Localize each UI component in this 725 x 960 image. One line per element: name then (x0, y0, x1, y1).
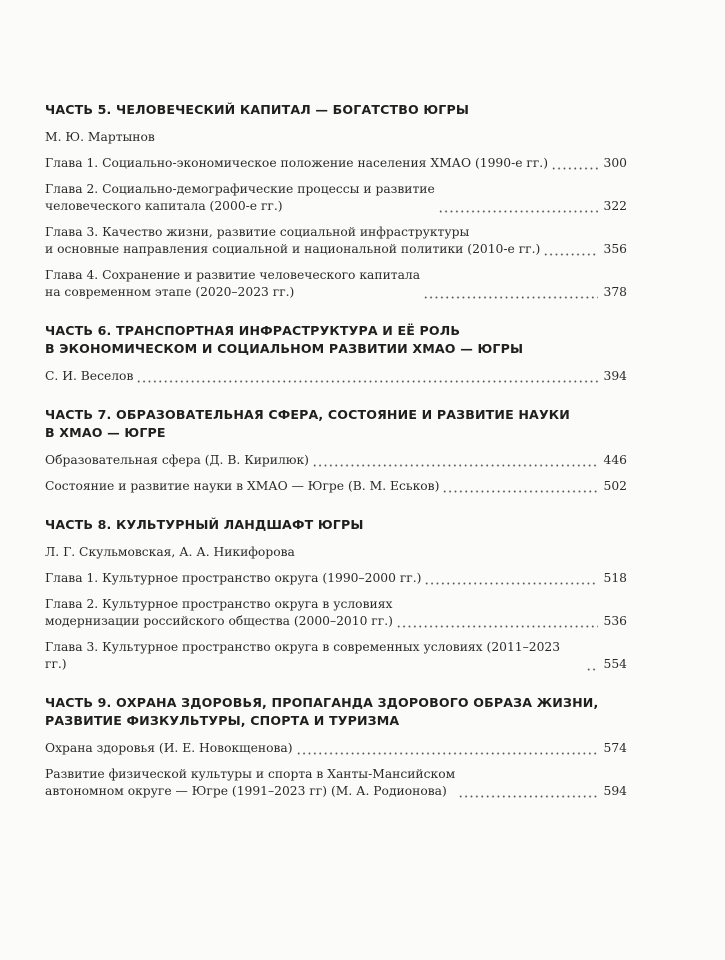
toc-entry-line: С. И. Веселов (45, 369, 134, 383)
toc-entry[interactable] (45, 267, 627, 301)
page-number: 446 (603, 453, 627, 467)
dot-leader (442, 478, 598, 495)
toc-entry-line: Глава 3. Качество жизни, развитие социальной инфраструктуры (45, 225, 470, 239)
part-title (45, 322, 627, 358)
toc-entry-title (45, 224, 540, 258)
part-title-line: ЧАСТЬ 9. ОХРАНА ЗДОРОВЬЯ, ПРОПАГАНДА ЗДОРОВОГО ОБРАЗА ЖИЗНИ, (45, 695, 599, 710)
dot-leader (586, 656, 598, 673)
toc-entry-line: на современном этапе (2020–2023 гг.) (45, 285, 295, 299)
toc-entry-title (45, 740, 293, 757)
dot-leader (312, 452, 598, 469)
dot-leader (438, 198, 598, 215)
toc-entry[interactable] (45, 368, 627, 385)
part-title-line: РАЗВИТИЕ ФИЗКУЛЬТУРЫ, СПОРТА И ТУРИЗМА (45, 713, 400, 728)
toc-entry[interactable] (45, 570, 627, 587)
page-number: 574 (603, 741, 627, 755)
toc-entry[interactable] (45, 478, 627, 495)
toc-entry-title (45, 570, 421, 587)
toc-entry-title (45, 368, 133, 385)
toc-entry-line: Образовательная сфера (Д. В. Кирилюк) (45, 453, 309, 467)
toc-entry-line: Глава 3. Культурное пространство округа в современных условиях (2011–2023 гг.) (45, 640, 561, 671)
toc-section (45, 516, 627, 673)
toc-entry-line: Глава 2. Культурное пространство округа в условиях (45, 597, 393, 611)
toc-entry[interactable] (45, 155, 627, 172)
part-title-line: ЧАСТЬ 7. ОБРАЗОВАТЕЛЬНАЯ СФЕРА, СОСТОЯНИЕ И РАЗВИТИЕ НАУКИ (45, 407, 570, 422)
dot-leader (423, 284, 598, 301)
toc-entry-title (45, 639, 583, 673)
page-number: 322 (603, 199, 627, 213)
toc-entry[interactable] (45, 766, 627, 800)
toc-section (45, 694, 627, 800)
toc-entry-line: модернизации российского общества (2000–2010 гг.) (45, 614, 393, 628)
page-number: 378 (603, 285, 627, 299)
toc-entry-line: Охрана здоровья (И. Е. Новокщенова) (45, 741, 293, 755)
toc-entry-line: автономном округе — Югре (1991–2023 гг) (М. А. Родионова) (45, 784, 447, 798)
page-number: 554 (603, 657, 627, 671)
toc-entry-line: человеческого капитала (2000-е гг.) (45, 199, 283, 213)
page-number: 518 (603, 571, 627, 585)
part-title-line: ЧАСТЬ 6. ТРАНСПОРТНАЯ ИНФРАСТРУКТУРА И ЕЁ РОЛЬ (45, 323, 461, 338)
page-number: 356 (603, 242, 627, 256)
toc-entry-line: Глава 4. Сохранение и развитие человеческого капитала (45, 268, 421, 282)
toc-entry[interactable] (45, 639, 627, 673)
page-number: 394 (603, 369, 627, 383)
toc-entry[interactable] (45, 181, 627, 215)
toc-section (45, 322, 627, 385)
toc-entry[interactable] (45, 596, 627, 630)
toc-entry[interactable] (45, 224, 627, 258)
toc-entry-title (45, 478, 439, 495)
toc-entry-line: Глава 2. Социально-демографические процессы и развитие (45, 182, 435, 196)
toc-entry-title (45, 766, 455, 800)
part-title (45, 516, 627, 534)
page-number: 502 (603, 479, 627, 493)
section-author: Л. Г. Скульмовская, А. А. Никифорова (45, 545, 295, 559)
toc-entry-line: и основные направления социальной и национальной политики (2010-е гг.) (45, 242, 541, 256)
dot-leader (543, 241, 598, 258)
page-number: 594 (603, 784, 627, 798)
section-author: М. Ю. Мартынов (45, 130, 155, 144)
part-title-line: ЧАСТЬ 5. ЧЕЛОВЕЧЕСКИЙ КАПИТАЛ — БОГАТСТВО ЮГРЫ (45, 102, 470, 117)
toc-entry-title (45, 181, 435, 215)
toc-entry-title (45, 267, 420, 301)
page-number: 300 (603, 156, 627, 170)
dot-leader (458, 783, 598, 800)
toc-entry-title (45, 452, 309, 469)
toc-entry[interactable] (45, 452, 627, 469)
dot-leader (296, 740, 598, 757)
part-title (45, 694, 627, 730)
toc-entry-line: Глава 1. Социально-экономическое положение населения ХМАО (1990-е гг.) (45, 156, 548, 170)
toc-section (45, 101, 627, 301)
dot-leader (424, 570, 598, 587)
dot-leader (551, 155, 598, 172)
dot-leader (136, 368, 598, 385)
toc-entry-line: Развитие физической культуры и спорта в Ханты-Мансийском (45, 767, 456, 781)
part-title (45, 406, 627, 442)
toc-entry-title (45, 155, 548, 172)
part-title (45, 101, 627, 119)
toc-entry[interactable] (45, 740, 627, 757)
toc-section (45, 406, 627, 495)
toc-entry-title (45, 596, 393, 630)
part-title-line: ЧАСТЬ 8. КУЛЬТУРНЫЙ ЛАНДШАФТ ЮГРЫ (45, 517, 364, 532)
part-title-line: В ЭКОНОМИЧЕСКОМ И СОЦИАЛЬНОМ РАЗВИТИИ ХМАО — ЮГРЫ (45, 341, 524, 356)
dot-leader (396, 613, 598, 630)
toc-entry-line: Состояние и развитие науки в ХМАО — Югре (В. М. Еськов) (45, 479, 440, 493)
part-title-line: В ХМАО — ЮГРЕ (45, 425, 166, 440)
page-number: 536 (603, 614, 627, 628)
toc-entry-line: Глава 1. Культурное пространство округа (1990–2000 гг.) (45, 571, 422, 585)
